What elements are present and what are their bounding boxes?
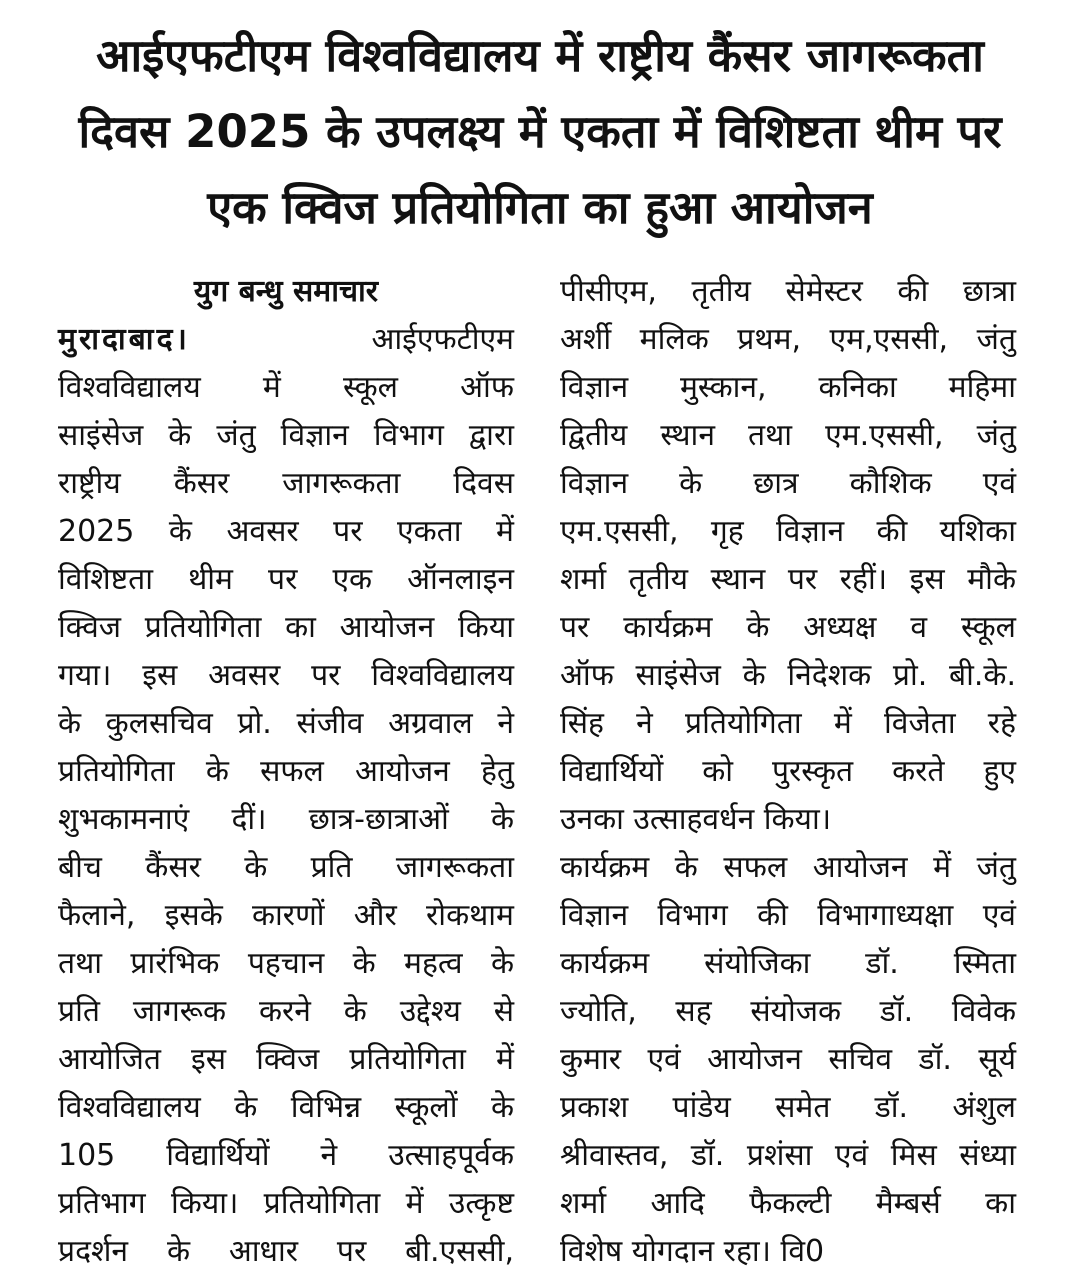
- column-line: क्विज प्रतियोगिता का आयोजन किया: [58, 610, 514, 645]
- column-line: शर्मा तृतीय स्थान पर रहीं। इस मौके: [560, 562, 1016, 597]
- column-line: विज्ञान मुस्कान, कनिका महिमा: [560, 370, 1016, 405]
- column-line: 105 विद्यार्थियों ने उत्साहपूर्वक: [58, 1138, 514, 1173]
- column-line: के कुलसचिव प्रो. संजीव अग्रवाल ने: [58, 706, 514, 741]
- column-line: बीच कैंसर के प्रति जागरूकता: [58, 850, 514, 885]
- column-line: विश्वविद्यालय के विभिन्न स्कूलों के: [58, 1090, 514, 1125]
- column-line: कुमार एवं आयोजन सचिव डॉ. सूर्य: [560, 1042, 1016, 1077]
- column-line: एम.एससी, गृह विज्ञान की यशिका: [560, 514, 1016, 549]
- headline-line-1: आईएफटीएम विश्वविद्यालय में राष्ट्रीय कैंसर जागरूकता: [96, 29, 984, 82]
- column-line: प्रदर्शन के आधार पर बी.एससी,: [58, 1234, 514, 1269]
- headline: [30, 18, 1050, 246]
- column-line: विद्यार्थियों को पुरस्कृत करते हुए: [560, 754, 1016, 789]
- column-line: श्रीवास्तव, डॉ. प्रशंसा एवं मिस संध्या: [560, 1138, 1016, 1173]
- column-line: आयोजित इस क्विज प्रतियोगिता में: [58, 1042, 514, 1077]
- column-line: पीसीएम, तृतीय सेमेस्टर की छात्रा: [560, 274, 1016, 309]
- column-line: विशिष्टता थीम पर एक ऑनलाइन: [58, 562, 514, 597]
- column-line: कार्यक्रम संयोजिका डॉ. स्मिता: [560, 946, 1016, 981]
- column-line: विश्वविद्यालय में स्कूल ऑफ: [58, 370, 514, 405]
- headline-line-2: दिवस 2025 के उपलक्ष्य में एकता में विशिष्टता थीम पर: [78, 105, 1002, 158]
- column-line: प्रति जागरूक करने के उद्देश्य से: [58, 994, 514, 1029]
- column-line: गया। इस अवसर पर विश्वविद्यालय: [58, 658, 514, 693]
- column-line: विज्ञान विभाग की विभागाध्यक्षा एवं: [560, 898, 1016, 933]
- column-line: द्वितीय स्थान तथा एम.एससी, जंतु: [560, 418, 1016, 453]
- column-line: अर्शी मलिक प्रथम, एम,एससी, जंतु: [560, 322, 1016, 357]
- column-line: पर कार्यक्रम के अध्यक्ष व स्कूल: [560, 610, 1016, 645]
- headline-line-3: एक क्विज प्रतियोगिता का हुआ आयोजन: [207, 181, 873, 234]
- column-line: शर्मा आदि फैकल्टी मैम्बर्स का: [560, 1186, 1016, 1221]
- byline: युग बन्धु समाचार: [193, 274, 379, 309]
- column-line: प्रकाश पांडेय समेत डॉ. अंशुल: [560, 1090, 1016, 1125]
- column-line: फैलाने, इसके कारणों और रोकथाम: [58, 898, 514, 933]
- column-line-text: आईएफटीएम: [371, 322, 514, 357]
- column-line: ऑफ साइंसेज के निदेशक प्रो. बी.के.: [560, 658, 1016, 693]
- column-line: प्रतियोगिता के सफल आयोजन हेतु: [58, 754, 514, 789]
- column-line: विशेष योगदान रहा। वि0: [560, 1234, 825, 1269]
- column-line: विज्ञान के छात्र कौशिक एवं: [560, 466, 1016, 501]
- column-line: कार्यक्रम के सफल आयोजन में जंतु: [560, 850, 1016, 885]
- column-line: तथा प्रारंभिक पहचान के महत्व के: [58, 946, 514, 981]
- article-column-right: [560, 268, 1016, 1276]
- column-line: [58, 316, 514, 364]
- column-line: प्रतिभाग किया। प्रतियोगिता में उत्कृष्ट: [58, 1186, 514, 1221]
- dateline: मुरादाबाद।: [58, 322, 190, 357]
- column-line: शुभकामनाएं दीं। छात्र-छात्राओं के: [58, 802, 514, 837]
- column-line: राष्ट्रीय कैंसर जागरूकता दिवस: [58, 466, 514, 501]
- column-line: उनका उत्साहवर्धन किया।: [560, 802, 832, 837]
- article-column-left: [58, 268, 514, 1276]
- column-line: 2025 के अवसर पर एकता में: [58, 514, 514, 549]
- column-line: ज्योति, सह संयोजक डॉ. विवेक: [560, 994, 1016, 1029]
- column-line: सिंह ने प्रतियोगिता में विजेता रहे: [560, 706, 1016, 741]
- column-line: साइंसेज के जंतु विज्ञान विभाग द्वारा: [58, 418, 514, 453]
